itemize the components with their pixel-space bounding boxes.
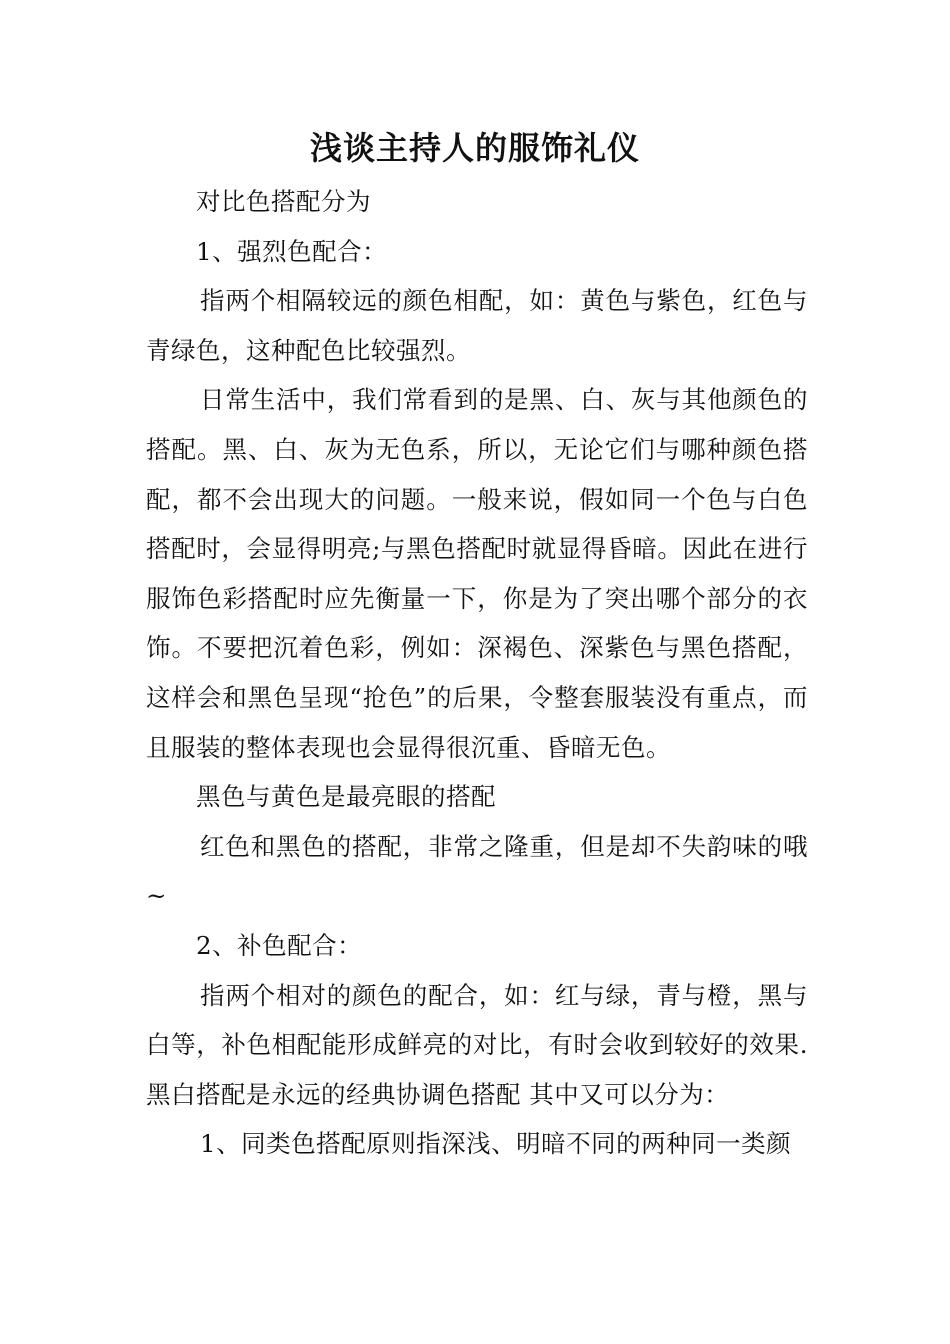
paragraph-contrast-intro: 对比色搭配分为 [196,187,371,216]
paragraph-complementary-definition: 指两个相对的颜色的配合，如：红与绿，青与橙，黑与白等，补色相配能形成鲜亮的对比，有时会收到较好的效果.黑白搭配是永远的经典协调色搭配 其中又可以分为： [146,980,808,1109]
paragraph-strong-color-heading: 1、强烈色配合： [196,236,388,266]
paragraph-same-color-rule: 1、同类色搭配原则指深浅、明暗不同的两种同一类颜 [200,1129,792,1159]
paragraph-complementary-heading: 2、补色配合： [196,930,363,960]
paragraph-strong-color-definition: 指两个相隔较远的颜色相配，如：黄色与紫色，红色与青绿色，这种配色比较强烈。 [146,286,808,365]
paragraph-red-black: 红色和黑色的搭配，非常之隆重，但是却不失韵味的哦~ [146,831,808,911]
document-body [146,177,808,1169]
document-title: 浅谈主持人的服饰礼仪 [309,129,640,167]
paragraph-black-yellow: 黑色与黄色是最亮眼的搭配 [196,782,496,812]
paragraph-daily-life: 日常生活中，我们常看到的是黑、白、灰与其他颜色的搭配。黑、白、灰为无色系，所以，无论它们与哪种颜色搭配，都不会出现大的问题。一般来说，假如同一个色与白色搭配时，会显得明亮;与黑色搭配时就显得昏暗。因此在进行服饰色彩搭配时应先衡量一下，你是为了突出哪个部分的衣饰。不要把沉着色彩，例如：深褐色、深紫色与黑色搭配，这样会和黑色呈现“抢色”的后果，令整套服装没有重点，而且服装的整体表现也会显得很沉重、昏暗无色。 [146,385,808,762]
